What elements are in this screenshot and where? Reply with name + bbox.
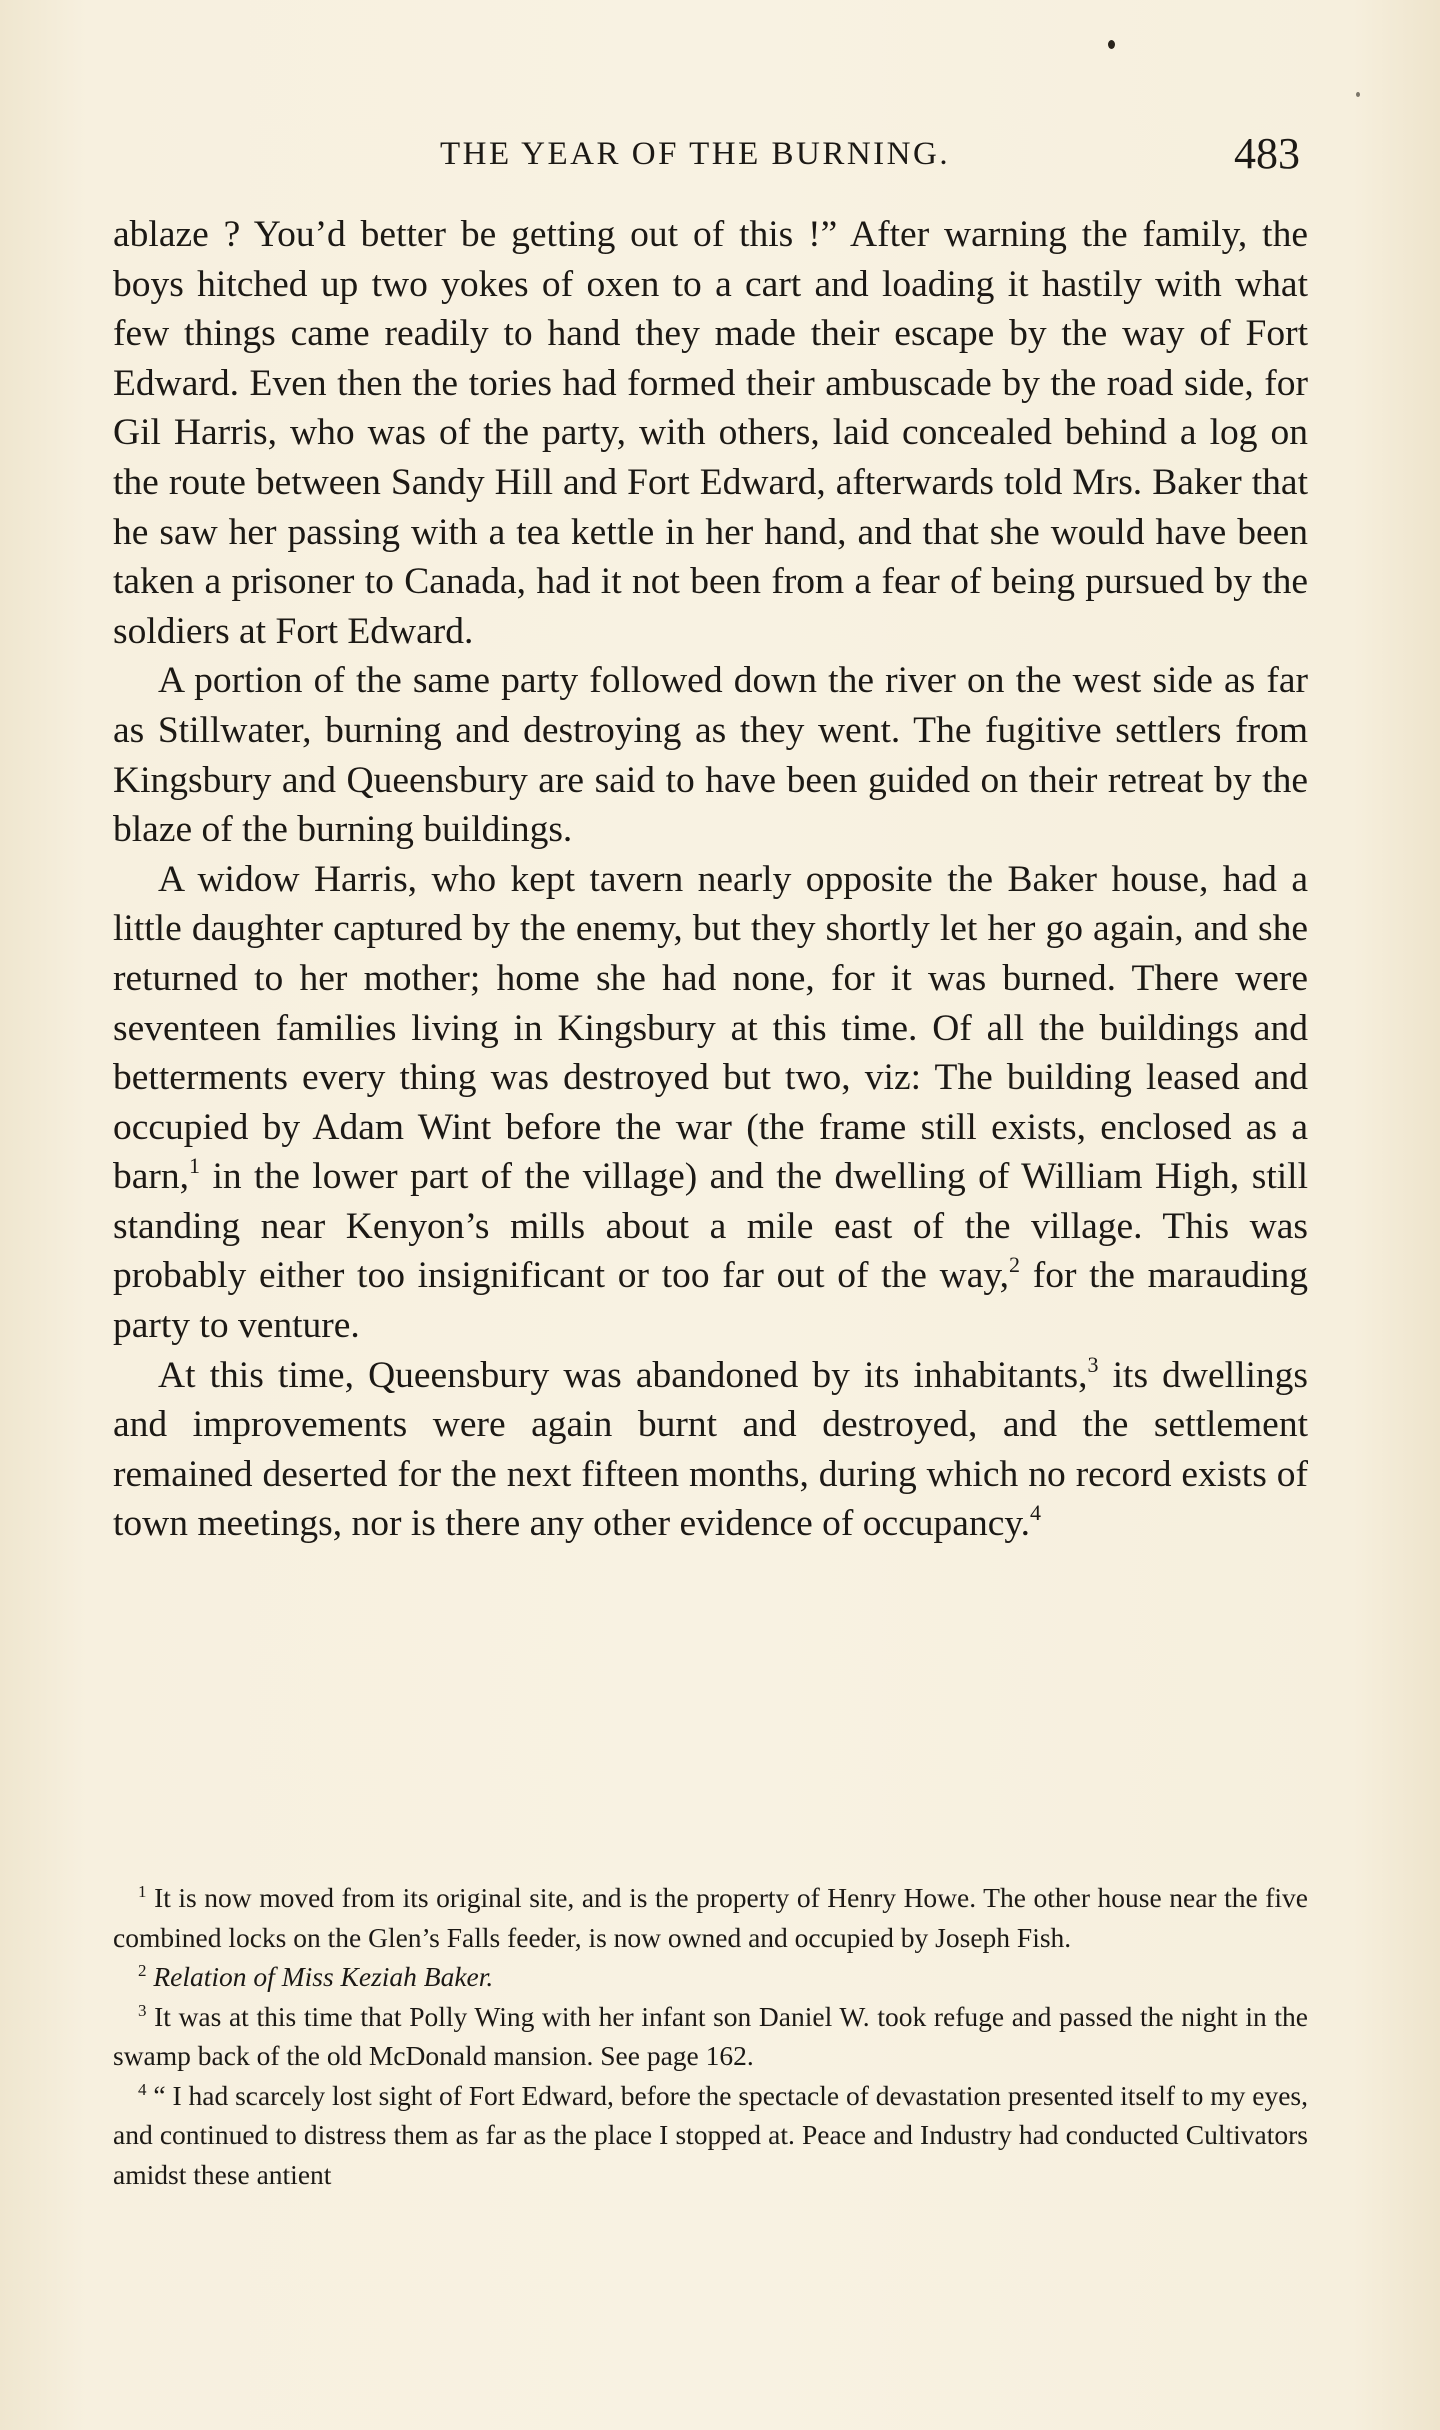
footnote-3 [113,1997,1308,2076]
footnote-marker: 4 [138,2079,147,2099]
running-head: THE YEAR OF THE BURNING. [440,136,951,172]
footnote-4 [113,2076,1308,2195]
footnote-2 [113,1957,1308,1997]
paragraph-3-text-a: A widow Harris, who kept tavern nearly opposite the Baker house, had a little daughter captured by the enemy, but they shortly let her go again, and she returned to her mother; home she had none, for it was burned. There were seventeen families living in Kingsbury at this time. Of all the buildings and betterments every thing was destroyed but two, viz: The building leased and occupied by Adam Wint before the war (the frame still exists, enclosed as a barn, [113,858,1308,1198]
body-text [113,210,1308,1549]
footnote-text: It is now moved from its original site, and is the property of Henry Howe. The other house near the five combined locks on the Glen’s Falls feeder, is now owned and occupied by Joseph Fish. [113,1882,1309,1953]
footnote-marker: 1 [138,1882,147,1901]
page-number: 483 [1234,129,1300,178]
footnote-text: “ I had scarcely lost sight of Fort Edward, before the spectacle of devastation presented itself to my eyes, and continued to distress them as far as the place I stopped at. Peace and Industry had conducted Cultivators amidst these antient [113,2079,1308,2190]
paragraph-1: ablaze ? You’d better be getting out of this !” After warning the family, the boys hitched up two yokes of oxen to a cart and loading it hastily with what few things came readily to hand they made their escape by the way of Fort Edward. Even then the tories had formed their ambuscade by the road side, for Gil Harris, who was of the party, with others, laid concealed behind a log on the route between Sandy Hill and Fort Edward, afterwards told Mrs. Baker that he saw her passing with a tea kettle in her hand, and that she would have been taken a prisoner to Canada, had it not been from a fear of being pursued by the soldiers at Fort Edward. [113,214,1308,652]
paragraph-4-text-b: its dwellings and improvements were again burnt and destroyed, and the settlement remained deserted for the next fifteen months, during which no record exists of town meetings, nor is there any other evidence of occupancy. [113,1354,1308,1545]
footnote-ref-3: 3 [1087,1351,1099,1377]
paragraph-4-text-a: At this time, Queensbury was abandoned by its inhabitants, [158,1354,1088,1396]
footnotes [113,1878,1308,2194]
footnote-marker: 3 [138,2000,147,2020]
footnote-1 [113,1878,1308,1957]
footnote-text: It was at this time that Polly Wing with her infant son Daniel W. took refuge and passed the night in the swamp back of the old McDonald mansion. See page 162. [113,2000,1309,2071]
ink-speck [1108,40,1115,49]
paragraph-4 [113,1351,1308,1549]
paragraph-3 [113,855,1308,1351]
footnote-text: Relation of Miss Keziah Baker. [153,1961,494,1992]
footnote-marker: 2 [138,1961,147,1980]
paragraph-3-text-b: in the lower part of the village) and the dwelling of William High, still standing near Kenyon’s mills about a mile east of the village. This was probably either too insignificant or too far out of the way, [113,1156,1308,1297]
paragraph-2: A portion of the same party followed down the river on the west side as far as Stillwater, burning and destroying as they went. The fugitive settlers from Kingsbury and Queensbury are said to have been guided on their retreat by the blaze of the burning buildings. [113,660,1308,851]
footnote-ref-1: 1 [189,1153,201,1179]
footnote-ref-2: 2 [1009,1252,1021,1278]
page-header [440,128,1300,188]
ink-speck [1356,92,1360,97]
paragraph-3-text-c: for the marauding party to venture. [113,1255,1308,1347]
footnote-ref-4: 4 [1030,1500,1042,1526]
